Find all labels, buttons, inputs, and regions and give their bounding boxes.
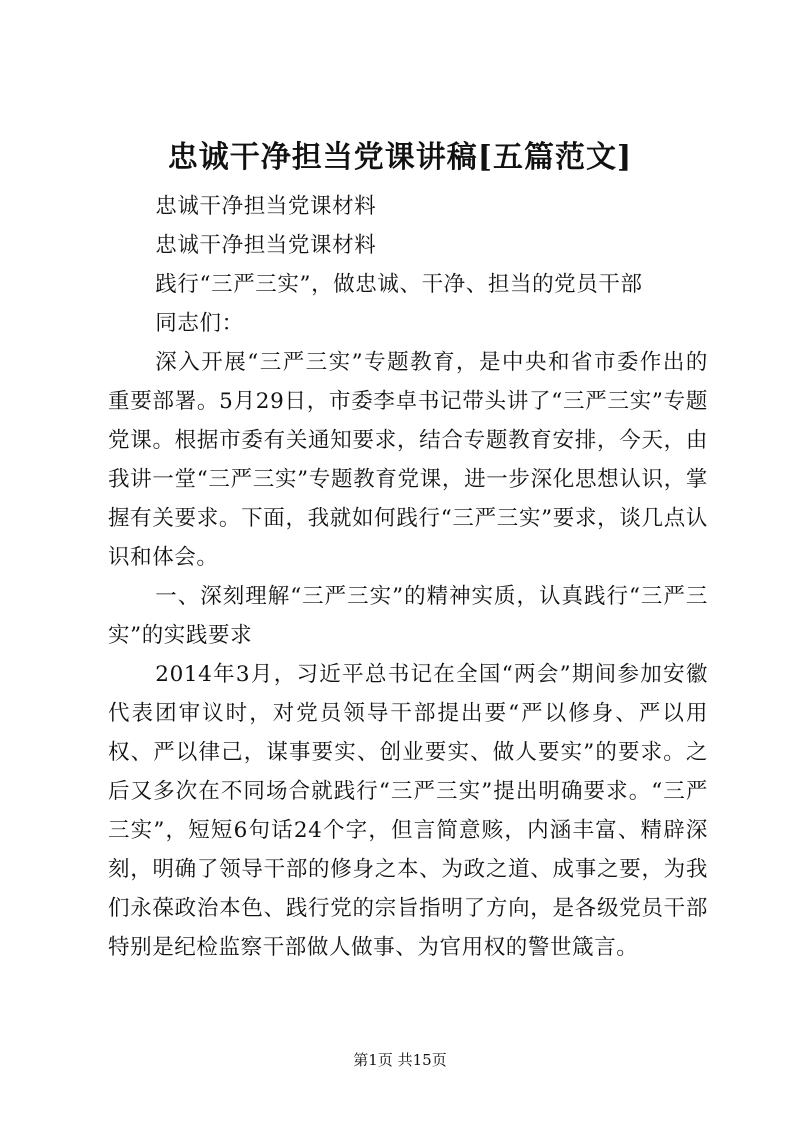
paragraph: 忠诚干净担当党课材料	[155, 194, 377, 219]
paragraph: 践行“三严三实”，做忠诚、干净、担当的党员干部	[155, 272, 643, 297]
section-heading: 一、深刻理解“三严三实”的精神实质，认真践行“三严三实”的实践要求	[108, 584, 708, 648]
page-footer: 第1页 共15页	[353, 1051, 447, 1069]
document-body	[108, 187, 708, 967]
paragraph: 2014年3月，习近平总书记在全国“两会”期间参加安徽代表团审议时，对党员领导干部提出要“严以修身、严以用权、严以律己，谋事要实、创业要实、做人要实”的要求。之后又多次在不同场合就践行“三严三实”提出明确要求。“三严三实”，短短6句话24个字，但言简意赅，内涵丰富、精辟深刻，明确了领导干部的修身之本、为政之道、成事之要，为我们永葆政治本色、践行党的宗旨指明了方向，是各级党员干部特别是纪检监察干部做人做事、为官用权的警世箴言。	[108, 662, 708, 960]
paragraph: 忠诚干净担当党课材料	[155, 233, 377, 258]
salutation: 同志们：	[155, 311, 244, 336]
document-title: 忠诚干净担当党课讲稿[五篇范文]	[167, 140, 633, 175]
paragraph: 深入开展“三严三实”专题教育，是中央和省市委作出的重要部署。5月29日，市委李卓书记带头讲了“三严三实”专题党课。根据市委有关通知要求，结合专题教育安排，今天，由我讲一堂“三严三实”专题教育党课，进一步深化思想认识，掌握有关要求。下面，我就如何践行“三严三实”要求，谈几点认识和体会。	[108, 350, 708, 570]
